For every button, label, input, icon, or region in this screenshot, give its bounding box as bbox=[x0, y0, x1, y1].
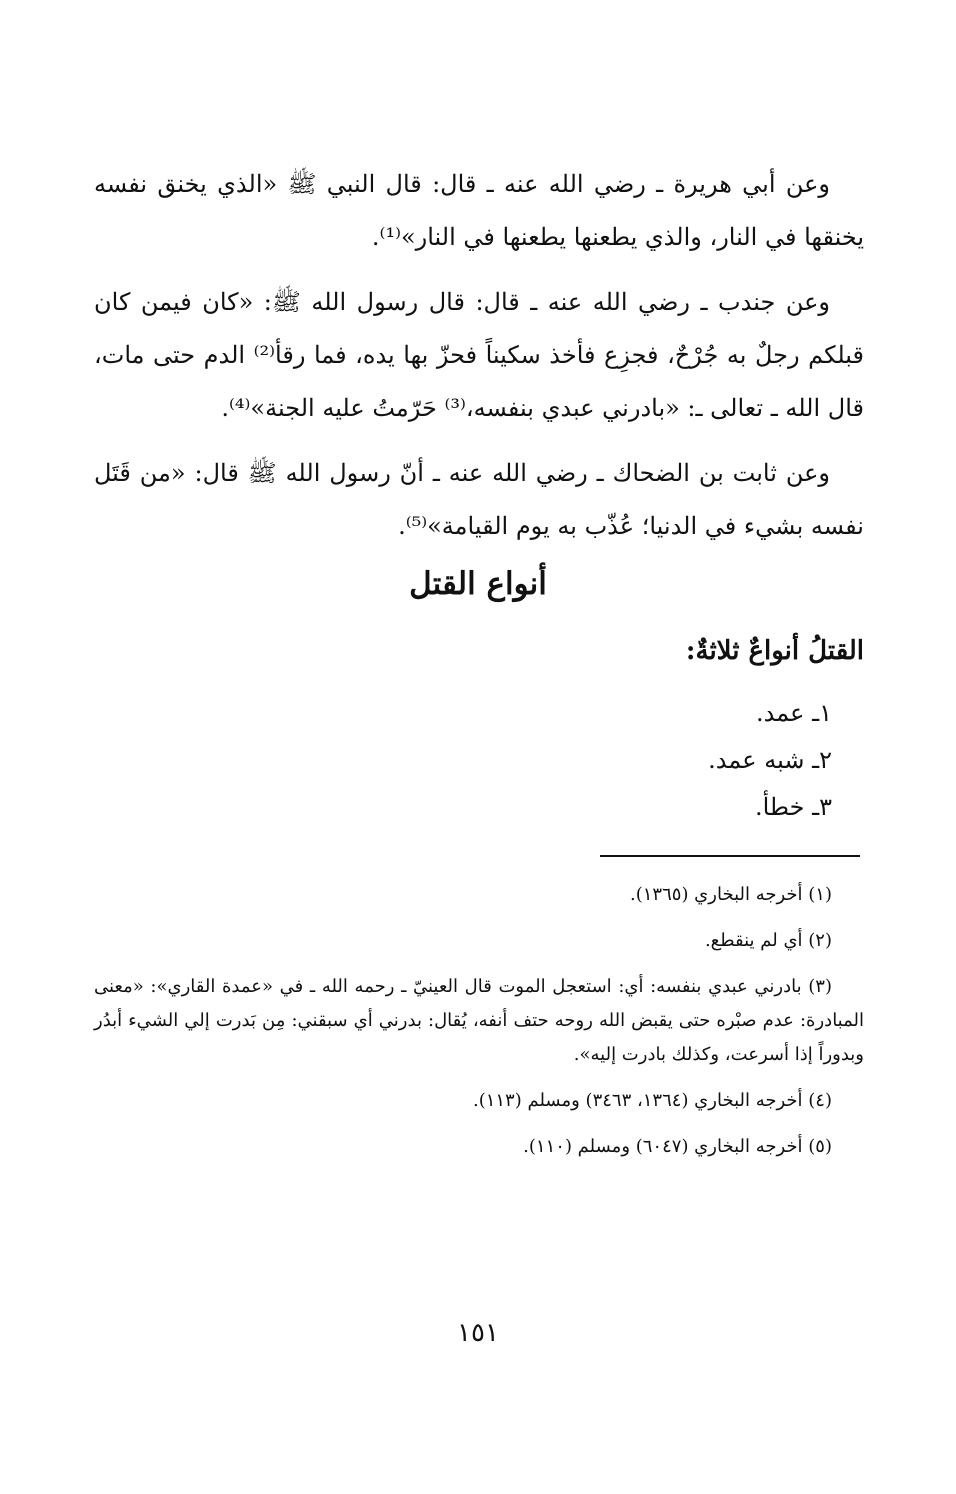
hadith-paragraph-jundub: وعن جندب ـ رضي الله عنه ـ قال: قال رسول الله ﷺ: «كان فيمن كان قبلكم رجلٌ به جُرْحٌ، فجزِع فأخذ سكيناً فحزّ بها يده، فما رقأ⁽²⁾ الدم حتى مات، قال الله ـ تعالى ـ: «بادرني عبدي بنفسه،⁽³⁾ حَرّمتُ عليه الجنة»⁽⁴⁾. bbox=[94, 288, 865, 422]
footnote-2: (٢) أي لم ينقطع. bbox=[704, 930, 832, 951]
footnotes bbox=[94, 878, 864, 1176]
footnote-divider bbox=[600, 855, 860, 857]
types-list bbox=[708, 690, 832, 831]
page-number: ١٥١ bbox=[457, 1318, 499, 1348]
footnote-4: (٤) أخرجه البخاري (١٣٦٤، ٣٤٦٣) ومسلم (١١٣). bbox=[472, 1090, 832, 1111]
main-text-block bbox=[94, 158, 864, 565]
list-item-quasi-intentional: ٢ـ شبه عمد. bbox=[708, 746, 832, 774]
hadith-paragraph-thabit: وعن ثابت بن الضحاك ـ رضي الله عنه ـ أنّ رسول الله ﷺ قال: «من قَتَل نفسه بشيء في الدنيا؛ عُذّب به يوم القيامة»⁽⁵⁾. bbox=[94, 459, 864, 540]
section-title: أنواع القتل bbox=[409, 566, 547, 602]
hadith-paragraph-abu-hurairah: وعن أبي هريرة ـ رضي الله عنه ـ قال: قال النبي ﷺ «الذي يخنق نفسه يخنقها في النار، والذي يطعنها يطعنها في النار»⁽¹⁾. bbox=[94, 170, 864, 251]
footnote-5: (٥) أخرجه البخاري (٦٠٤٧) ومسلم (١١٠). bbox=[523, 1136, 832, 1157]
footnote-3: (٣) بادرني عبدي بنفسه: أي: استعجل الموت قال العينيّ ـ رحمه الله ـ في «عمدة القاري»: «معنى المبادرة: عدم صبْره حتى يقبض الله روحه حتف أنفه، يُقال: بدرني أي سبقني: مِن بَدرت إلي الشيء أبدُر وبدوراً إذا أسرعت، وكذلك بادرت إليه». bbox=[94, 976, 864, 1065]
footnote-1: (١) أخرجه البخاري (١٣٦٥). bbox=[630, 884, 832, 905]
list-item-intentional: ١ـ عمد. bbox=[756, 699, 832, 727]
list-item-accidental: ٣ـ خطأ. bbox=[754, 793, 832, 821]
types-subheading: القتلُ أنواعٌ ثلاثةٌ: bbox=[685, 636, 864, 666]
